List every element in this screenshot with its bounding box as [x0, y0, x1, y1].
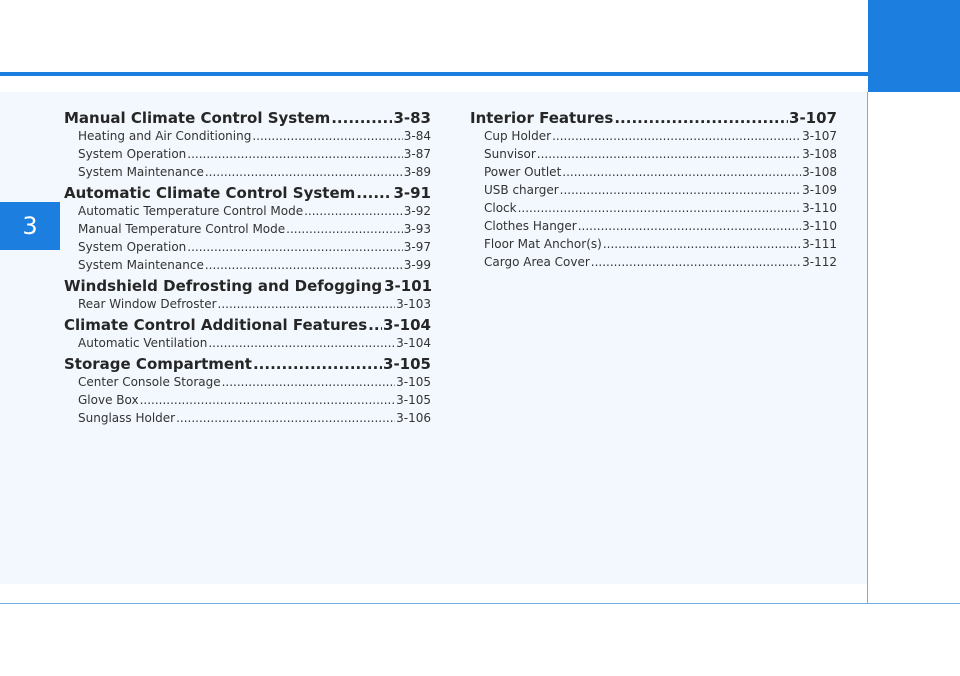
toc-entry-page: 3-111	[802, 237, 837, 251]
toc-entry-title: Automatic Temperature Control Mode	[78, 204, 304, 218]
right-margin-rule	[867, 92, 868, 604]
toc-item-entry[interactable]	[470, 129, 837, 147]
toc-entry-page: 3-105	[383, 355, 431, 373]
header-rule	[0, 72, 868, 76]
toc-entry-page: 3-104	[383, 316, 431, 334]
dot-leader	[560, 183, 801, 197]
toc-item-entry[interactable]	[64, 240, 431, 258]
dot-leader	[205, 165, 403, 179]
dot-leader	[356, 184, 392, 202]
toc-section-entry[interactable]	[64, 316, 431, 336]
dot-leader	[603, 237, 801, 251]
toc-item-entry[interactable]	[64, 375, 431, 393]
toc-entry-page: 3-83	[393, 109, 431, 127]
toc-entry-title: Center Console Storage	[78, 375, 221, 389]
toc-item-entry[interactable]	[470, 183, 837, 201]
toc-item-entry[interactable]	[470, 147, 837, 165]
toc-entry-page: 3-104	[396, 336, 431, 350]
toc-entry-title: Sunglass Holder	[78, 411, 176, 425]
toc-entry-title: Heating and Air Conditioning	[78, 129, 252, 143]
toc-entry-title: Glove Box	[78, 393, 139, 407]
toc-entry-title: System Operation	[78, 147, 187, 161]
toc-entry-page: 3-97	[403, 240, 431, 254]
toc-entry-page: 3-92	[403, 204, 431, 218]
toc-item-entry[interactable]	[64, 165, 431, 183]
toc-entry-title: Climate Control Additional Features	[64, 316, 368, 334]
toc-entry-page: 3-101	[384, 277, 433, 295]
toc-entry-page: 3-105	[396, 375, 431, 389]
toc-entry-page: 3-89	[403, 165, 431, 179]
toc-entry-page: 3-87	[403, 147, 431, 161]
toc-entry-page: 3-108	[802, 165, 837, 179]
dot-leader	[368, 316, 382, 334]
toc-entry-page: 3-93	[403, 222, 431, 236]
toc-section-entry[interactable]	[470, 109, 837, 129]
dot-leader	[331, 109, 392, 127]
toc-entry-title: Storage Compartment	[64, 355, 252, 373]
toc-entry-title: Cup Holder	[484, 129, 552, 143]
dot-leader	[614, 109, 788, 127]
toc-entry-title: Clothes Hanger	[484, 219, 577, 233]
toc-item-entry[interactable]	[470, 201, 837, 219]
toc-item-entry[interactable]	[64, 204, 431, 222]
toc-item-entry[interactable]	[470, 219, 837, 237]
toc-item-entry[interactable]	[470, 255, 837, 273]
toc-entry-page: 3-99	[403, 258, 431, 272]
dot-leader	[176, 411, 395, 425]
toc-item-entry[interactable]	[64, 411, 431, 429]
dot-leader	[140, 393, 396, 407]
toc-entry-page: 3-107	[789, 109, 837, 127]
dot-leader	[304, 204, 403, 218]
toc-entry-title: System Maintenance	[78, 258, 204, 272]
toc-entry-title: Manual Temperature Control Mode	[78, 222, 286, 236]
footer-rule	[0, 603, 960, 604]
toc-section-entry[interactable]	[64, 184, 431, 204]
toc-left-column	[64, 108, 431, 429]
toc-entry-page: 3-112	[802, 255, 837, 269]
toc-entry-title: Rear Window Defroster	[78, 297, 217, 311]
toc-item-entry[interactable]	[64, 258, 431, 276]
toc-entry-page: 3-105	[396, 393, 431, 407]
dot-leader	[518, 201, 802, 215]
toc-item-entry[interactable]	[64, 147, 431, 165]
dot-leader	[253, 355, 382, 373]
chapter-tab[interactable]	[0, 202, 60, 250]
toc-item-entry[interactable]	[64, 393, 431, 411]
dot-leader	[187, 240, 402, 254]
toc-entry-page: 3-108	[802, 147, 837, 161]
dot-leader	[578, 219, 801, 233]
toc-entry-page: 3-106	[396, 411, 431, 425]
toc-section-entry[interactable]	[64, 109, 431, 129]
toc-entry-page: 3-107	[802, 129, 837, 143]
toc-entry-title: Windshield Defrosting and Defogging	[64, 277, 383, 295]
corner-tab	[868, 0, 960, 92]
toc-item-entry[interactable]	[64, 222, 431, 240]
toc-entry-title: Cargo Area Cover	[484, 255, 590, 269]
toc-item-entry[interactable]	[64, 129, 431, 147]
toc-entry-title: USB charger	[484, 183, 559, 197]
dot-leader	[552, 129, 801, 143]
toc-entry-title: Manual Climate Control System	[64, 109, 331, 127]
toc-entry-page: 3-110	[802, 201, 837, 215]
dot-leader	[562, 165, 801, 179]
toc-section-entry[interactable]	[64, 277, 431, 297]
chapter-number: 3	[22, 212, 38, 240]
dot-leader	[252, 129, 402, 143]
toc-entry-title: System Maintenance	[78, 165, 204, 179]
dot-leader	[286, 222, 403, 236]
toc-entry-title: Floor Mat Anchor(s)	[484, 237, 602, 251]
toc-item-entry[interactable]	[64, 297, 431, 315]
dot-leader	[537, 147, 801, 161]
toc-item-entry[interactable]	[470, 237, 837, 255]
toc-entry-page: 3-103	[396, 297, 431, 311]
dot-leader	[591, 255, 801, 269]
dot-leader	[208, 336, 395, 350]
toc-entry-title: Clock	[484, 201, 517, 215]
toc-entry-page: 3-91	[393, 184, 431, 202]
dot-leader	[218, 297, 396, 311]
toc-entry-title: Interior Features	[470, 109, 614, 127]
dot-leader	[205, 258, 403, 272]
toc-entry-page: 3-110	[802, 219, 837, 233]
toc-item-entry[interactable]	[470, 165, 837, 183]
toc-entry-title: Automatic Ventilation	[78, 336, 208, 350]
dot-leader	[222, 375, 396, 389]
toc-item-entry[interactable]	[64, 336, 431, 354]
dot-leader	[187, 147, 402, 161]
toc-entry-page: 3-84	[403, 129, 431, 143]
toc-entry-title: System Operation	[78, 240, 187, 254]
toc-entry-title: Sunvisor	[484, 147, 536, 161]
toc-right-column	[470, 108, 837, 273]
toc-entry-title: Automatic Climate Control System	[64, 184, 356, 202]
toc-section-entry[interactable]	[64, 355, 431, 375]
toc-entry-page: 3-109	[802, 183, 837, 197]
toc-entry-title: Power Outlet	[484, 165, 562, 179]
